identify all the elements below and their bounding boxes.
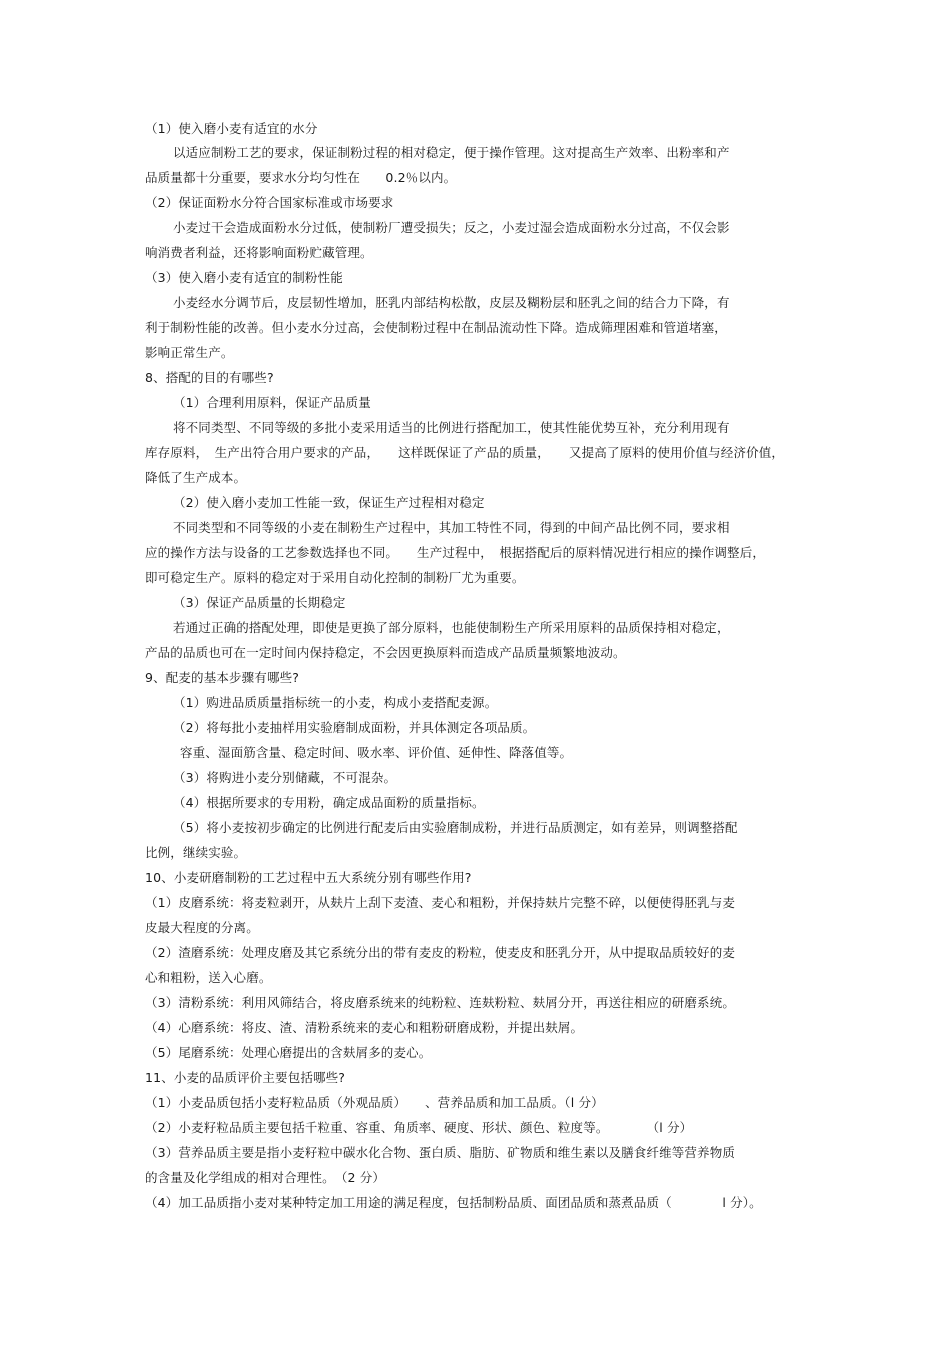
text-line: 容重、湿面筋含量、稳定时间、吸水率、评价值、延伸性、降落值等。 — [180, 745, 573, 760]
text-line: 比例，继续实验。 — [145, 845, 247, 860]
text-line: 降低了生产成本。 — [145, 470, 247, 485]
text-line: 即可稳定生产。原料的稳定对于采用自动化控制的制粉厂尤为重要。 — [145, 570, 525, 585]
text-line: （1）使入磨小麦有适宜的水分 — [145, 121, 318, 136]
text-line: 若通过正确的搭配处理，即使是更换了部分原料，也能使制粉生产所采用原料的品质保持相对稳定， — [173, 620, 730, 635]
text-line: 的含量及化学组成的相对合理性。 （2 分） — [145, 1170, 386, 1185]
text-line: （4）加工品质指小麦对某种特定加工用途的满足程度，包括制粉品质、面团品质和蒸煮品质（ l 分）。 — [145, 1195, 762, 1210]
text-line: 将不同类型、不同等级的多批小麦采用适当的比例进行搭配加工，使其性能优势互补，充分利用现有 — [173, 420, 730, 435]
text-line: 心和粗粉，送入心磨。 — [145, 970, 272, 985]
text-line: （2）将每批小麦抽样用实验磨制成面粉，并具体测定各项品质。 — [173, 720, 536, 735]
text-line: 以适应制粉工艺的要求，保证制粉过程的相对稳定，便于操作管理。这对提高生产效率、出粉率和产 — [173, 145, 730, 160]
text-line: （2）使入磨小麦加工性能一致，保证生产过程相对稳定 — [173, 495, 485, 510]
text-line: 库存原料， 生产出符合用户要求的产品， 这样既保证了产品的质量， 又提高了原料的使用价值与经济价值， — [145, 445, 785, 460]
question-heading: 9、配麦的基本步骤有哪些? — [145, 670, 300, 685]
text-line: 产品的品质也可在一定时间内保持稳定，不会因更换原料而造成产品质量频繁地波动。 — [145, 645, 626, 660]
text-line: （5）将小麦按初步确定的比例进行配麦后由实验磨制成粉，并进行品质测定，如有差异，则调整搭配 — [173, 820, 738, 835]
text-line: 应的操作方法与设备的工艺参数选择也不同。 生产过程中， 根据搭配后的原料情况进行相应的操作调整后， — [145, 545, 766, 560]
text-line: （3）将购进小麦分别储藏，不可混杂。 — [173, 770, 397, 785]
question-heading: 10、小麦研磨制粉的工艺过程中五大系统分别有哪些作用? — [145, 870, 472, 885]
text-line: （2）小麦籽粒品质主要包括千粒重、容重、角质率、硬度、形状、颜色、粒度等。 （l 分） — [145, 1120, 693, 1135]
text-line: 品质量都十分重要，要求水分均匀性在 0.2％以内。 — [145, 170, 457, 185]
text-line: （1）小麦品质包括小麦籽粒品质（外观品质） 、营养品质和加工品质。（l 分） — [145, 1095, 604, 1110]
text-line: 皮最大程度的分离。 — [145, 920, 259, 935]
text-line: （3）清粉系统：利用风筛结合，将皮磨系统来的纯粉粒、连麸粉粒、麸屑分开，再送往相应的研磨系统。 — [145, 995, 736, 1010]
text-line: （3）营养品质主要是指小麦籽粒中碳水化合物、蛋白质、脂肪、矿物质和维生素以及膳食纤维等营养物质 — [145, 1145, 736, 1160]
text-line: （4）心磨系统：将皮、渣、清粉系统来的麦心和粗粉研磨成粉，并提出麸屑。 — [145, 1020, 584, 1035]
text-line: 小麦经水分调节后，皮层韧性增加，胚乳内部结构松散，皮层及糊粉层和胚乳之间的结合力下降，有 — [173, 295, 730, 310]
text-line: （3）使入磨小麦有适宜的制粉性能 — [145, 270, 343, 285]
text-line: （2）渣磨系统：处理皮磨及其它系统分出的带有麦皮的粉粒，使麦皮和胚乳分开，从中提取品质较好的麦 — [145, 945, 736, 960]
question-heading: 11、小麦的品质评价主要包括哪些? — [145, 1070, 346, 1085]
text-line: （4）根据所要求的专用粉，确定成品面粉的质量指标。 — [173, 795, 485, 810]
text-line: （5）尾磨系统：处理心磨提出的含麸屑多的麦心。 — [145, 1045, 432, 1060]
text-line: 响消费者利益，还将影响面粉贮藏管理。 — [145, 245, 373, 260]
text-line: 不同类型和不同等级的小麦在制粉生产过程中，其加工特性不同，得到的中间产品比例不同，要求相 — [173, 520, 730, 535]
text-line: 小麦过干会造成面粉水分过低，使制粉厂遭受损失；反之，小麦过湿会造成面粉水分过高，不仅会影 — [173, 220, 730, 235]
text-line: 影响正常生产。 — [145, 345, 234, 360]
text-line: （2）保证面粉水分符合国家标准或市场要求 — [145, 195, 394, 210]
text-line: （1）皮磨系统：将麦粒剥开，从麸片上刮下麦渣、麦心和粗粉，并保持麸片完整不碎，以便使得胚乳与麦 — [145, 895, 736, 910]
text-line: （3）保证产品质量的长期稳定 — [173, 595, 346, 610]
text-line: （1）购进品质质量指标统一的小麦，构成小麦搭配麦源。 — [173, 695, 498, 710]
text-line: （1）合理利用原料，保证产品质量 — [173, 395, 371, 410]
text-line: 利于制粉性能的改善。但小麦水分过高，会使制粉过程中在制品流动性下降。造成筛理困难和管道堵塞， — [145, 320, 727, 335]
question-heading: 8、搭配的目的有哪些? — [145, 370, 274, 385]
